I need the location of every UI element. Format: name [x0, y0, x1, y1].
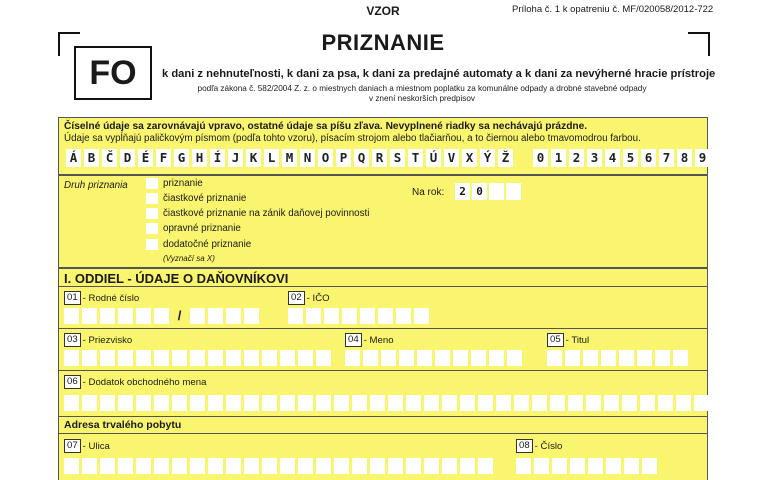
sample-letter: D — [120, 149, 135, 167]
cell[interactable] — [601, 350, 616, 366]
field-meno-label — [345, 333, 394, 347]
cell[interactable] — [471, 350, 486, 366]
cell[interactable] — [190, 308, 205, 324]
sample-letter: R — [372, 149, 387, 167]
divider — [58, 328, 708, 329]
field-number: 04 — [345, 333, 362, 347]
sample-letter: Á — [66, 149, 81, 167]
cell[interactable] — [532, 395, 547, 411]
cell[interactable] — [388, 395, 403, 411]
cell[interactable] — [363, 350, 378, 366]
option-label: opravné priznanie — [163, 223, 241, 234]
cell[interactable] — [190, 350, 205, 366]
form-code-box: FO — [74, 46, 152, 100]
cell[interactable] — [100, 308, 115, 324]
corner-mark-right — [688, 32, 710, 56]
cell[interactable] — [673, 350, 688, 366]
cell[interactable] — [378, 308, 393, 324]
sample-letter: F — [156, 149, 171, 167]
cell[interactable] — [298, 395, 313, 411]
sample-letter: É — [138, 149, 153, 167]
instruction-line1: Číselné údaje sa zarovnávajú vpravo, ostatné údaje sa píšu zľava. Nevyplnené riadky sa nechávajú prázdne. — [64, 121, 588, 132]
cell[interactable] — [606, 458, 621, 474]
cell[interactable] — [136, 350, 151, 366]
cell[interactable] — [280, 395, 295, 411]
section1-panel — [58, 268, 708, 480]
cell[interactable] — [345, 350, 360, 366]
field-number: 02 — [288, 291, 305, 305]
cell[interactable] — [64, 350, 79, 366]
form-title: PRIZNANIE — [321, 30, 445, 55]
cell[interactable] — [172, 458, 187, 474]
cell[interactable] — [507, 350, 522, 366]
cell[interactable] — [552, 458, 567, 474]
sample-letter: B — [84, 149, 99, 167]
cell[interactable] — [226, 458, 241, 474]
checkbox[interactable] — [146, 193, 158, 204]
divider — [58, 433, 708, 434]
cell[interactable] — [442, 395, 457, 411]
cell[interactable] — [622, 395, 637, 411]
cell[interactable] — [442, 458, 457, 474]
character-sample-row — [66, 149, 710, 167]
sample-letter: G — [174, 149, 189, 167]
tax-year-label: Na rok: — [412, 187, 445, 198]
declaration-type-label: Druh priznania — [64, 180, 128, 191]
cell[interactable] — [100, 350, 115, 366]
sample-letter: J — [228, 149, 243, 167]
cell[interactable] — [316, 350, 331, 366]
cell[interactable] — [244, 308, 259, 324]
cell[interactable] — [342, 308, 357, 324]
checkbox[interactable] — [146, 239, 158, 250]
field-number: 05 — [547, 333, 564, 347]
cell[interactable] — [136, 395, 151, 411]
cell[interactable] — [399, 350, 414, 366]
field-cislo-label — [516, 439, 562, 453]
cell[interactable] — [516, 458, 531, 474]
sample-letter: P — [336, 149, 351, 167]
option-label: priznanie — [163, 178, 203, 189]
law-reference-line2: v znení neskorších predpisov — [368, 94, 476, 103]
cell[interactable] — [244, 458, 259, 474]
cell[interactable] — [658, 395, 673, 411]
cell[interactable] — [82, 350, 97, 366]
cell[interactable] — [624, 458, 639, 474]
cell[interactable] — [262, 458, 277, 474]
watermark-vzor: VZOR — [366, 4, 400, 18]
field-dodatok-label — [64, 375, 206, 389]
cell[interactable] — [547, 350, 562, 366]
cell[interactable] — [208, 350, 223, 366]
sample-letter: N — [300, 149, 315, 167]
cell[interactable] — [334, 458, 349, 474]
cell[interactable] — [550, 395, 565, 411]
sample-digit: 6 — [641, 149, 656, 167]
cell[interactable] — [262, 350, 277, 366]
divider — [58, 370, 708, 371]
divider — [58, 416, 708, 417]
cell[interactable] — [637, 350, 652, 366]
option-ciastkove-zanik[interactable] — [146, 208, 406, 219]
cell[interactable] — [570, 458, 585, 474]
cell[interactable] — [619, 350, 634, 366]
year-digit: 2 — [455, 183, 470, 200]
field-number: 03 — [64, 333, 81, 347]
cell[interactable] — [424, 458, 439, 474]
cell[interactable] — [568, 395, 583, 411]
sample-letter: M — [282, 149, 297, 167]
cell[interactable] — [414, 308, 429, 324]
cell[interactable] — [118, 350, 133, 366]
field-label: - Číslo — [534, 440, 563, 452]
field-label: - Ulica — [82, 440, 110, 452]
year-digit: 0 — [472, 183, 487, 200]
sample-digit: 3 — [587, 149, 602, 167]
cell[interactable] — [208, 458, 223, 474]
field-priezvisko-label — [64, 333, 132, 347]
sample-letter: X — [462, 149, 477, 167]
cell[interactable] — [298, 458, 313, 474]
rodne-cislo-input[interactable] — [64, 308, 259, 324]
cell[interactable] — [565, 350, 580, 366]
address-section-title: Adresa trvalého pobytu — [64, 419, 182, 431]
sample-letter: Ý — [480, 149, 495, 167]
cell[interactable] — [460, 458, 475, 474]
checkbox[interactable] — [146, 178, 158, 189]
cell[interactable] — [172, 350, 187, 366]
cell[interactable] — [352, 395, 367, 411]
sample-letter: T — [408, 149, 423, 167]
cell[interactable] — [100, 395, 115, 411]
cell[interactable] — [396, 308, 411, 324]
sample-letter: Ú — [426, 149, 441, 167]
sample-letter: Í — [210, 149, 225, 167]
cell[interactable] — [226, 308, 241, 324]
cell[interactable] — [190, 395, 205, 411]
cell[interactable] — [534, 458, 549, 474]
cell[interactable] — [370, 395, 385, 411]
cell[interactable] — [64, 308, 79, 324]
sample-letter: Q — [354, 149, 369, 167]
cell[interactable] — [244, 350, 259, 366]
ico-input[interactable] — [288, 308, 429, 324]
cell[interactable] — [417, 350, 432, 366]
field-number: 08 — [516, 439, 533, 453]
meno-input[interactable] — [345, 350, 522, 366]
cell[interactable] — [324, 308, 339, 324]
cell[interactable] — [453, 350, 468, 366]
option-opravne[interactable] — [146, 223, 366, 234]
cell[interactable] — [489, 350, 504, 366]
cell[interactable] — [676, 395, 691, 411]
sample-digit: 9 — [695, 149, 710, 167]
priezvisko-input[interactable] — [64, 350, 331, 366]
cell[interactable] — [226, 350, 241, 366]
cell[interactable] — [694, 395, 709, 411]
cell[interactable] — [64, 458, 79, 474]
cell[interactable] — [190, 458, 205, 474]
field-label: - Rodné číslo — [82, 292, 140, 304]
cell[interactable] — [244, 395, 259, 411]
ulica-input[interactable] — [64, 458, 493, 474]
cell[interactable] — [154, 458, 169, 474]
sample-spacer — [516, 149, 530, 167]
sample-letter: Ž — [498, 149, 513, 167]
form-subtitle: k dani z nehnuteľnosti, k dani za psa, k dani za predajné automaty a k dani za nevýherné hracie prístroje — [162, 68, 716, 80]
field-titul-label — [547, 333, 589, 347]
cell[interactable] — [298, 350, 313, 366]
field-rodne-cislo-label — [64, 291, 139, 305]
cell[interactable] — [406, 395, 421, 411]
cell[interactable] — [280, 458, 295, 474]
cell[interactable] — [154, 308, 169, 324]
cell[interactable] — [435, 350, 450, 366]
field-number: 06 — [64, 375, 81, 389]
sample-digit: 1 — [551, 149, 566, 167]
cell[interactable] — [360, 308, 375, 324]
option-priznanie[interactable] — [146, 178, 366, 189]
cell[interactable] — [604, 395, 619, 411]
cell[interactable] — [64, 395, 79, 411]
cell[interactable] — [208, 395, 223, 411]
option-dodatocne[interactable] — [146, 239, 366, 250]
cell[interactable] — [100, 458, 115, 474]
cell[interactable] — [460, 395, 475, 411]
option-label: čiastkové priznanie — [163, 193, 247, 204]
option-label: dodatočné priznanie — [163, 239, 252, 250]
law-reference-line1: podľa zákona č. 582/2004 Z. z. o miestnych daniach a miestnom poplatku za komunálne odpady a drobné stavebné odpady — [197, 84, 647, 93]
sample-letter: V — [444, 149, 459, 167]
sample-digit: 8 — [677, 149, 692, 167]
rc-separator: / — [177, 308, 182, 323]
cell[interactable] — [136, 308, 151, 324]
cell[interactable] — [154, 350, 169, 366]
sample-letter: K — [246, 149, 261, 167]
mark-with-x-note: (Vyznačí sa X) — [163, 254, 215, 263]
field-label: - Meno — [363, 334, 394, 346]
cell[interactable] — [226, 395, 241, 411]
cell[interactable] — [82, 458, 97, 474]
cell[interactable] — [642, 458, 657, 474]
field-ulica-label — [64, 439, 110, 453]
cell[interactable] — [154, 395, 169, 411]
titul-input[interactable] — [547, 350, 688, 366]
cell[interactable] — [118, 458, 133, 474]
sample-digit: 0 — [533, 149, 548, 167]
field-ico-label — [288, 291, 330, 305]
cell[interactable] — [118, 395, 133, 411]
checkbox[interactable] — [146, 223, 158, 234]
cell[interactable] — [136, 458, 151, 474]
cell[interactable] — [583, 350, 598, 366]
cell[interactable] — [406, 458, 421, 474]
sample-digit: 4 — [605, 149, 620, 167]
cell[interactable] — [586, 395, 601, 411]
cell[interactable] — [496, 395, 511, 411]
cell[interactable] — [381, 350, 396, 366]
cell[interactable] — [288, 308, 303, 324]
option-label: čiastkové priznanie na zánik daňovej povinnosti — [163, 208, 370, 219]
cislo-input[interactable] — [516, 458, 657, 474]
cell[interactable] — [172, 395, 187, 411]
year-input-cell[interactable] — [489, 183, 504, 200]
cell[interactable] — [424, 395, 439, 411]
cell[interactable] — [316, 395, 331, 411]
field-label: - Priezvisko — [82, 334, 133, 346]
field-number: 01 — [64, 291, 81, 305]
sample-letter: O — [318, 149, 333, 167]
sample-letter: S — [390, 149, 405, 167]
field-label: - Titul — [565, 334, 590, 346]
sample-digit: 5 — [623, 149, 638, 167]
cell[interactable] — [82, 308, 97, 324]
cell[interactable] — [478, 458, 493, 474]
cell[interactable] — [640, 395, 655, 411]
instruction-line2: Údaje sa vypĺňajú paličkovým písmom (podľa tohto vzoru), písacím strojom alebo tlačiarňou, a to čiernou alebo tmavomodrou farbou. — [64, 133, 641, 144]
cell[interactable] — [388, 458, 403, 474]
option-ciastkove[interactable] — [146, 193, 366, 204]
sample-letter: H — [192, 149, 207, 167]
sample-letter: L — [264, 149, 279, 167]
year-input-cell[interactable] — [506, 183, 521, 200]
checkbox[interactable] — [146, 208, 158, 219]
sample-digit: 2 — [569, 149, 584, 167]
divider — [58, 286, 708, 287]
cell[interactable] — [334, 395, 349, 411]
cell[interactable] — [370, 458, 385, 474]
cell[interactable] — [352, 458, 367, 474]
attachment-note: Príloha č. 1 k opatreniu č. MF/020058/2012-722 — [512, 4, 714, 15]
cell[interactable] — [306, 308, 321, 324]
cell[interactable] — [208, 308, 223, 324]
field-number: 07 — [64, 439, 81, 453]
cell[interactable] — [655, 350, 670, 366]
section1-title: I. ODDIEL - ÚDAJE O DAŇOVNÍKOVI — [64, 271, 289, 286]
cell[interactable] — [588, 458, 603, 474]
dodatok-input[interactable] — [64, 395, 709, 411]
sample-letter: Č — [102, 149, 117, 167]
cell[interactable] — [478, 395, 493, 411]
cell[interactable] — [118, 308, 133, 324]
field-label: - Dodatok obchodného mena — [82, 376, 207, 388]
cell[interactable] — [514, 395, 529, 411]
cell[interactable] — [262, 395, 277, 411]
cell[interactable] — [316, 458, 331, 474]
field-label: - IČO — [306, 292, 330, 304]
cell[interactable] — [280, 350, 295, 366]
cell[interactable] — [82, 395, 97, 411]
sample-digit: 7 — [659, 149, 674, 167]
